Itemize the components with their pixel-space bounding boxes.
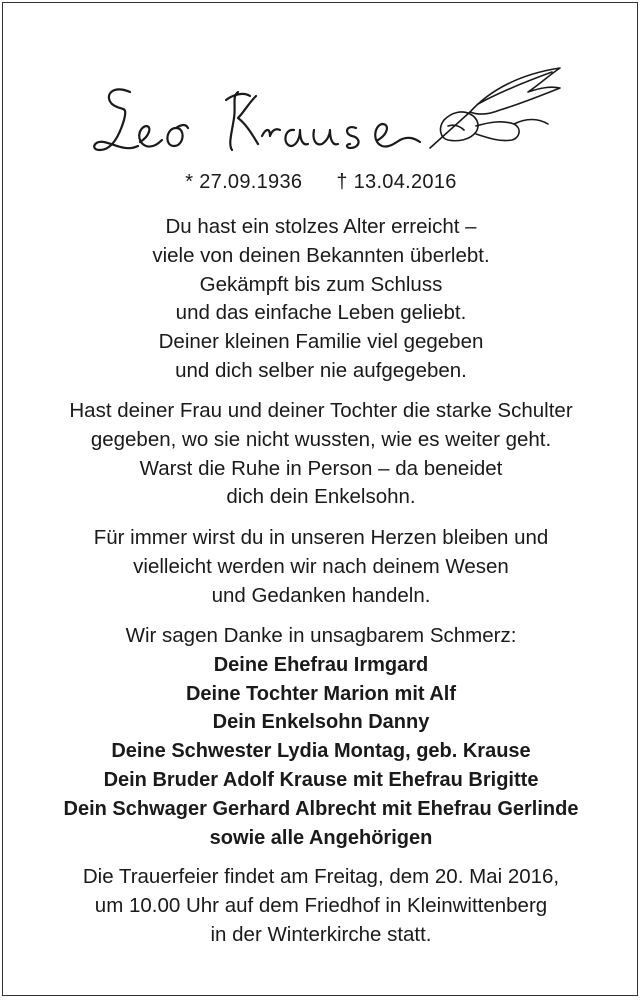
mourner-name: Dein Enkelsohn Danny [212, 711, 430, 734]
mourner-name: Deine Tochter Marion mit Alf [185, 682, 457, 705]
tribute-line: Hast deiner Frau und deiner Tochter die starke Schulter [69, 399, 573, 422]
tribute [0, 397, 642, 512]
life-dates [0, 171, 642, 194]
remembrance-line: Für immer wirst du in unseren Herzen bleiben und [93, 526, 549, 549]
funeral-notice [0, 863, 642, 949]
poem-line: und dich selber nie aufgegeben. [175, 358, 467, 382]
tribute-line: dich dein Enkelsohn. [226, 485, 416, 509]
poem-line: viele von deinen Bekannten überlebt. [152, 243, 490, 267]
death-date: † 13.04.2016 [336, 171, 457, 193]
poem-line: Deiner kleinen Familie viel gegeben [158, 330, 484, 354]
tribute-line: gegeben, wo sie nicht wussten, wie es weiter geht. [90, 427, 552, 451]
funeral-line: Die Trauerfeier findet am Freitag, dem 20. Mai 2016, [82, 865, 560, 888]
mourner-name: sowie alle Angehörigen [209, 826, 433, 849]
thanks-intro: Wir sagen Danke in unsagbarem Schmerz: [125, 624, 517, 647]
remembrance [0, 524, 642, 610]
funeral-line: in der Winterkirche statt. [210, 922, 432, 946]
mourner-name: Deine Schwester Lydia Montag, geb. Krause [111, 740, 531, 763]
poem-line: Du hast ein stolzes Alter erreicht – [165, 215, 477, 238]
remembrance-line: und Gedanken handeln. [211, 583, 431, 607]
signature-image [0, 0, 642, 170]
thanks-section [0, 622, 642, 852]
birth-date: * 27.09.1936 [185, 171, 303, 193]
remembrance-line: vielleicht werden wir nach deinem Wesen [133, 554, 509, 578]
poem-line: und das einfache Leben geliebt. [175, 301, 467, 325]
poem [0, 213, 642, 386]
funeral-line: um 10.00 Uhr auf dem Friedhof in Kleinwittenberg [94, 893, 548, 917]
mourner-name: Dein Bruder Adolf Krause mit Ehefrau Brigitte [103, 768, 539, 791]
mourner-name: Deine Ehefrau Irmgard [213, 653, 429, 676]
poem-line: Gekämpft bis zum Schluss [199, 272, 443, 296]
mourner-name: Dein Schwager Gerhard Albrecht mit Ehefrau Gerlinde [63, 797, 579, 820]
tribute-line: Warst die Ruhe in Person – da beneidet [139, 456, 503, 480]
